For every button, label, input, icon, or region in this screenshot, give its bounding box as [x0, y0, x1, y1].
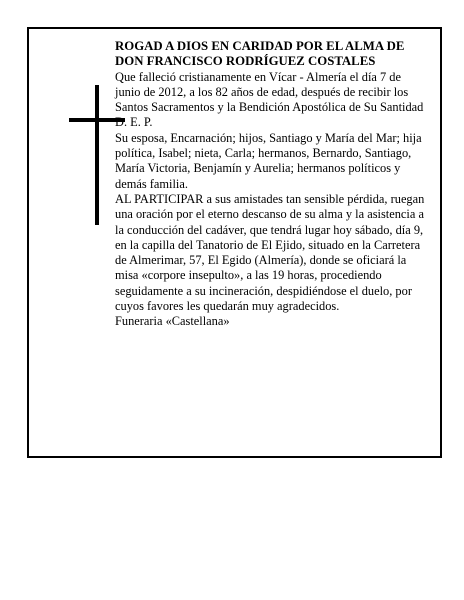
obituary-text-block [115, 39, 425, 330]
funeral-home-line: Funeraria «Castellana» [115, 314, 230, 329]
cross-vertical-bar [95, 85, 99, 225]
notice-header: ROGAD A DIOS EN CARIDAD POR EL ALMA DE [115, 39, 405, 53]
family-paragraph: Su esposa, Encarnación; hijos, Santiago y María del Mar; hija política, Isabel; nieta, Carla; hermanos, Bernardo, Santiago, María Victoria, Benjamín y Aurelia; hermanos políticos y demás familia. [115, 130, 422, 191]
death-info-paragraph: Que falleció cristianamente en Vícar - Almería el día 7 de junio de 2012, a los 82 años de edad, después de recibir los Santos Sacramentos y la Bendición Apostólica de Su Santidad [115, 69, 424, 115]
deceased-name: DON FRANCISCO RODRÍGUEZ COSTALES [115, 54, 376, 69]
announcement-paragraph: AL PARTICIPAR a sus amistades tan sensible pérdida, ruegan una oración por el eterno descanso de su alma y la asistencia a la conducción del cadáver, que tendrá lugar hoy sábado, día 9, en la capilla del Tanatorio de El Ejido, situado en la Carretera de Almerimar, 57, El Egido (Almería), donde se oficiará la misa «corpore insepulto», a las 19 horas, procediendo seguidamente a su incineración, despidiéndose el duelo, por cuyos favores les quedarán muy agradecidos. [115, 191, 425, 314]
dep-line: D. E. P. [115, 115, 153, 130]
